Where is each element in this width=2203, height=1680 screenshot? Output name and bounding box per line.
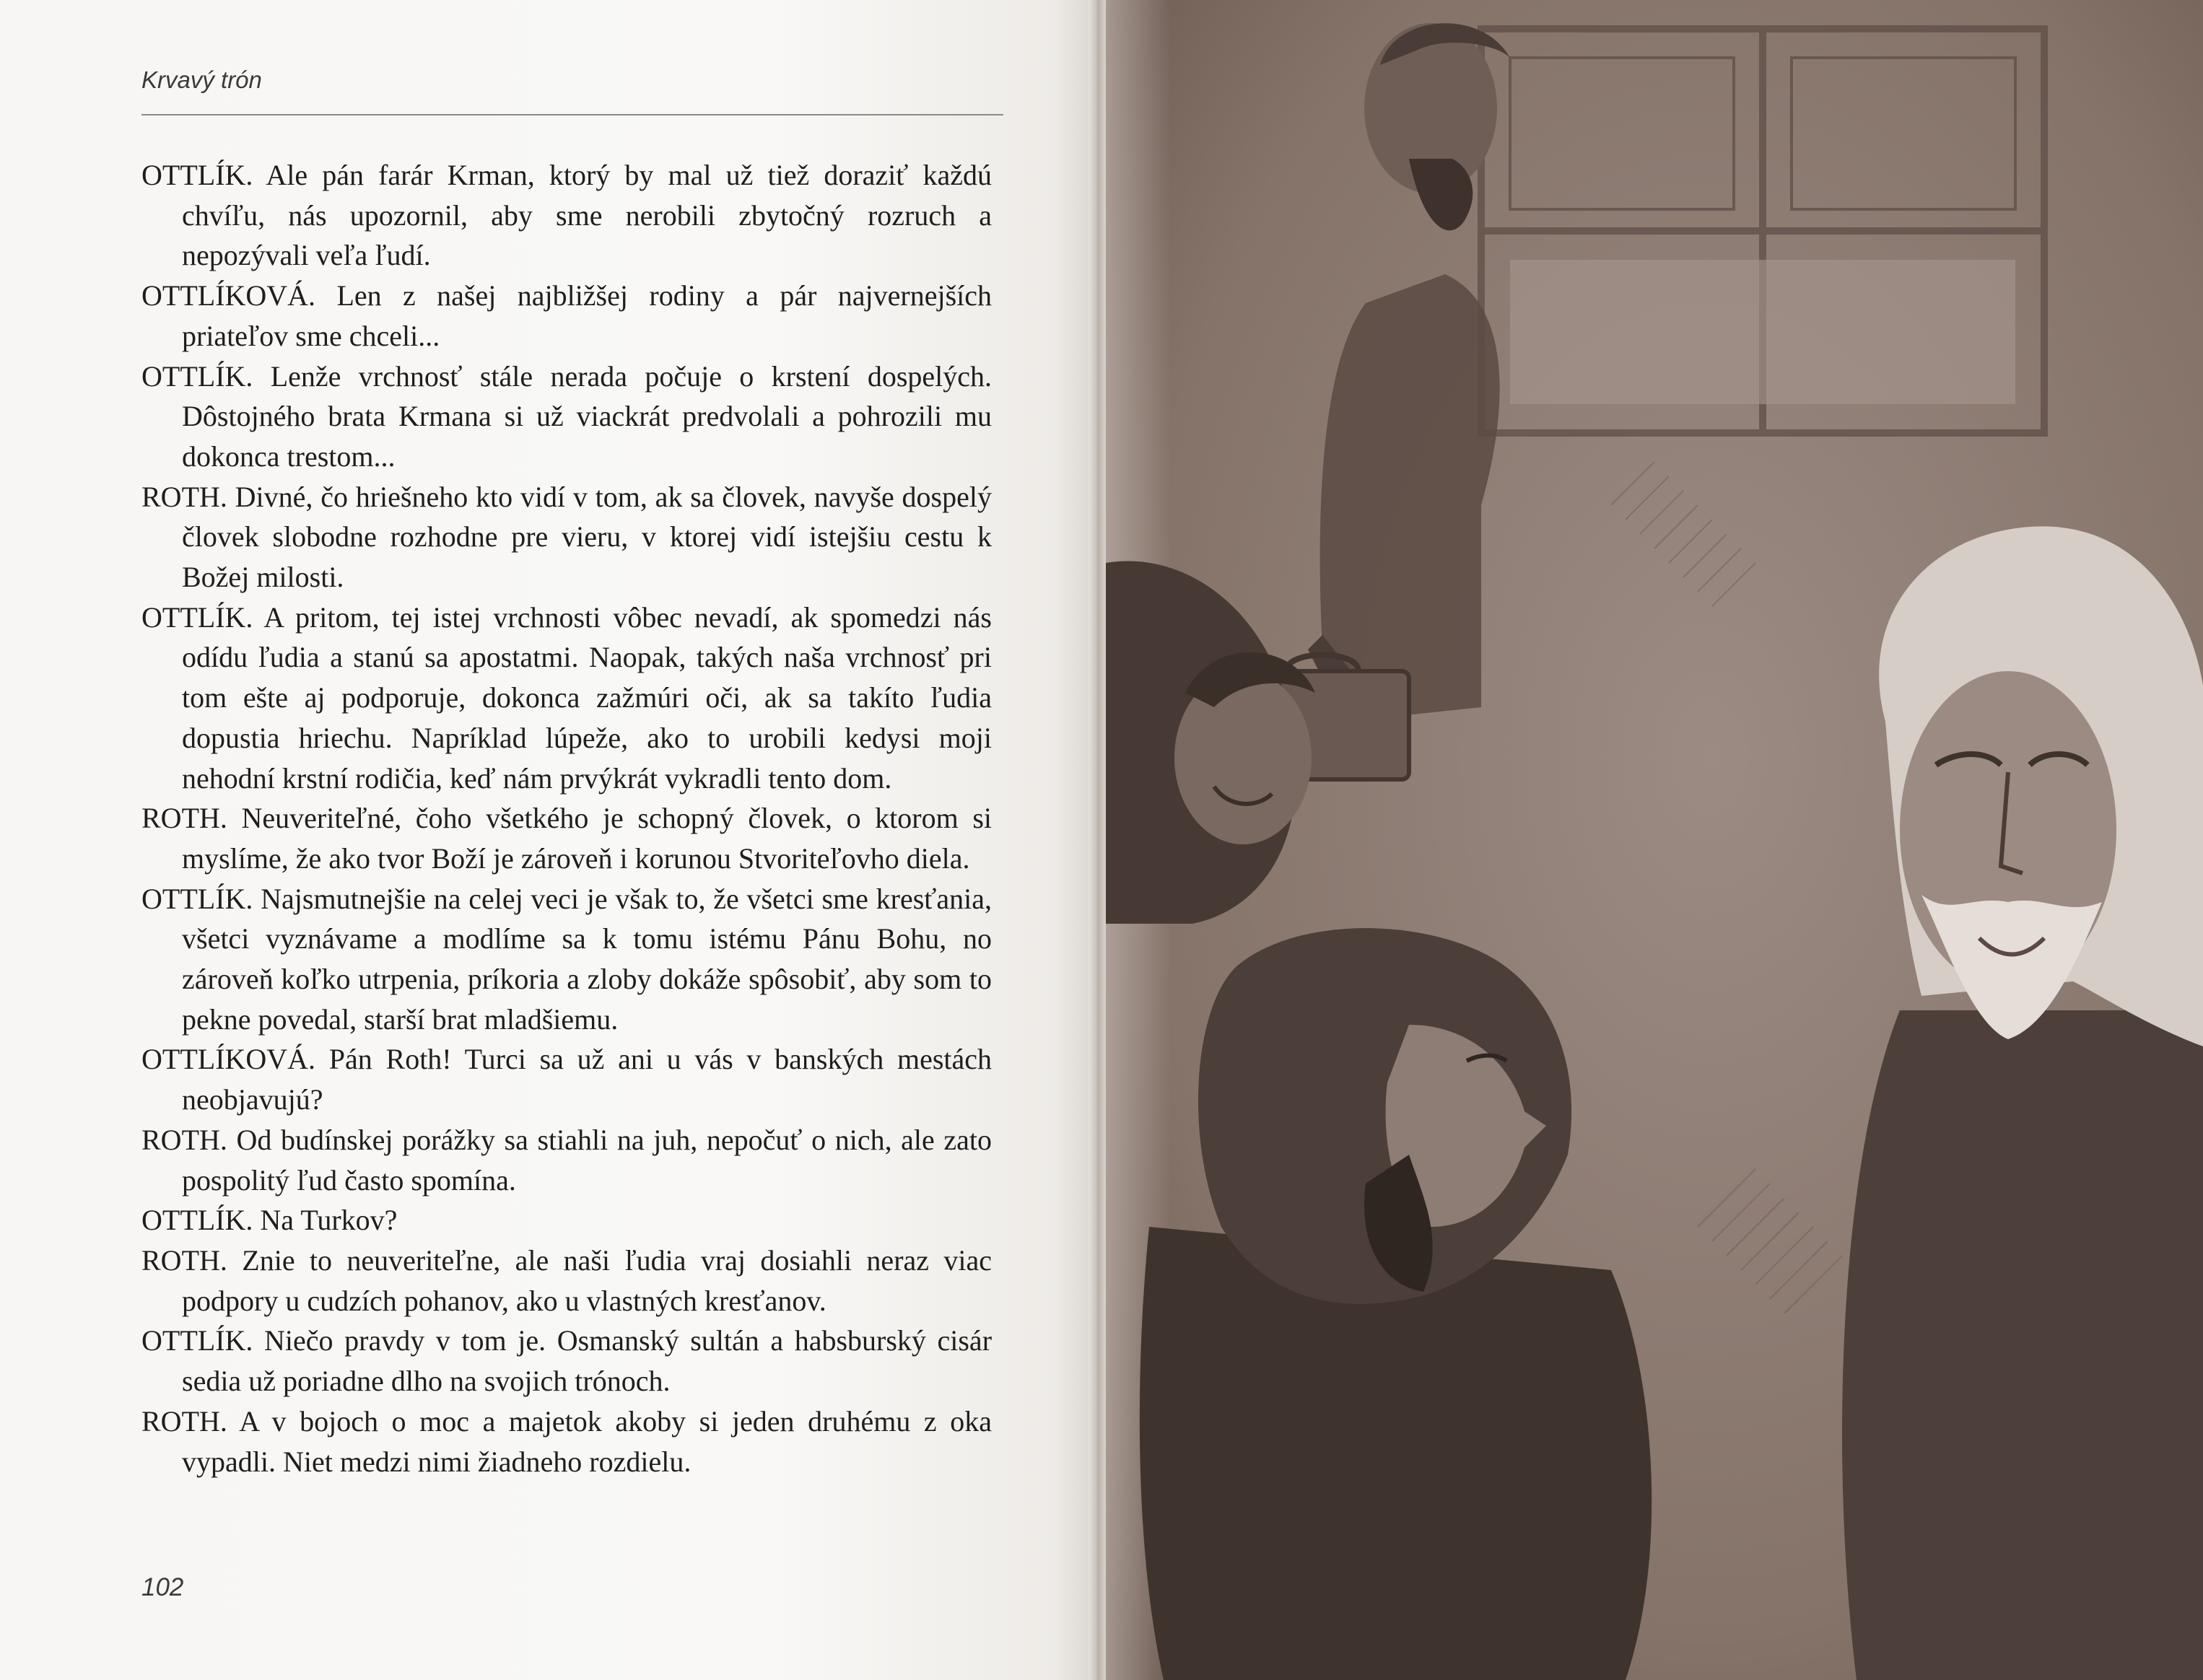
speaker-name: OTTLÍK.	[141, 882, 253, 915]
dialogue-paragraph	[141, 1321, 992, 1401]
dialogue-paragraph	[141, 477, 992, 598]
speech-text: Lenže vrchnosť stále nerada počuje o krstení dospelých. Dôstojného brata Krmana si už viackrát predvolali a pohrozili mu dokonca trestom...	[182, 359, 993, 473]
speech-text: Divné, čo hriešneho kto vidí v tom, ak sa človek, navyše dospelý človek slobodne rozhodne pre vieru, v ktorej vidí istejšiu cestu k Božej milosti.	[182, 480, 992, 594]
dialogue-paragraph	[141, 356, 992, 477]
dialogue-paragraph	[141, 276, 992, 356]
running-head: Krvavý trón	[141, 66, 262, 93]
speaker-name: OTTLÍKOVÁ.	[141, 1043, 316, 1076]
speaker-name: OTTLÍK.	[141, 1324, 253, 1357]
dialogue-paragraph	[141, 155, 992, 276]
dialogue-paragraph	[141, 879, 992, 1040]
speaker-name: OTTLÍKOVÁ.	[141, 279, 316, 312]
speech-text: Len z našej najbližšej rodiny a pár najvernejších priateľov sme chceli...	[182, 279, 993, 352]
dialogue-paragraph	[141, 1200, 992, 1241]
sepia-illustration	[1106, 0, 2203, 1680]
speech-text: A pritom, tej istej vrchnosti vôbec nevadí, ak spomedzi nás odídu ľudia a stanú sa apostatmi. Naopak, takých naša vrchnosť pri tom ešte aj podporuje, dokonca zažmúri oči, ak sa takíto ľudia dopustia hriechu. Napríklad lúpeže, ako to urobili kedysi moji nehodní krstní rodičia, keď nám prvýkrát vykradli tento dom.	[182, 600, 992, 795]
speaker-name: ROTH.	[141, 1404, 227, 1438]
header-rule	[141, 114, 1003, 115]
dialogue-paragraph	[141, 598, 992, 799]
speaker-name: OTTLÍK.	[141, 600, 253, 634]
speaker-name: ROTH.	[141, 480, 227, 513]
speech-text: A v bojoch o moc a majetok akoby si jeden druhému z oka vypadli. Niet medzi nimi žiadneho rozdielu.	[182, 1404, 992, 1478]
dialogue-text	[141, 155, 992, 1482]
speech-text: Najsmutnejšie na celej veci je však to, že všetci sme kresťania, všetci vyznávame a modlíme sa k tomu istému Pánu Bohu, no zároveň koľko utrpenia, príkoria a zloby dokáže spôsobiť, aby som to pekne povedal, starší brat mladšiemu.	[182, 882, 993, 1036]
speech-text: Na Turkov?	[260, 1204, 398, 1237]
illustration-page	[1106, 0, 2203, 1680]
dialogue-paragraph	[141, 1039, 992, 1119]
speech-text: Neuveriteľné, čoho všetkého je schopný človek, o ktorom si myslíme, že ako tvor Boží je zároveň i korunou Stvoriteľovho diela.	[182, 802, 992, 875]
page-number: 102	[141, 1573, 184, 1601]
speaker-name: ROTH.	[141, 1243, 227, 1277]
speaker-name: ROTH.	[141, 802, 227, 835]
speaker-name: ROTH.	[141, 1123, 227, 1156]
speech-text: Pán Roth! Turci sa už ani u vás v banských mestách neobjavujú?	[182, 1043, 993, 1116]
window-light	[1510, 260, 2015, 404]
speech-text: Ale pán farár Krman, ktorý by mal už tiež doraziť každú chvíľu, nás upozornil, aby sme nerobili zbytočný rozruch a nepozývali veľa ľudí.	[182, 159, 992, 272]
dialogue-paragraph	[141, 798, 992, 878]
speech-text: Niečo pravdy v tom je. Osmanský sultán a habsburský cisár sedia už poriadne dlho na svojich trónoch.	[182, 1324, 993, 1398]
speaker-name: OTTLÍK.	[141, 359, 253, 393]
text-page	[0, 0, 1097, 1680]
dialogue-paragraph	[141, 1120, 992, 1200]
speech-text: Znie to neuveriteľne, ale naši ľudia vraj dosiahli neraz viac podpory u cudzích pohanov, ako u vlastných kresťanov.	[182, 1243, 993, 1317]
speaker-name: OTTLÍK.	[141, 1204, 253, 1237]
speech-text: Od budínskej porážky sa stiahli na juh, nepočuť o nich, ale zato pospolitý ľud často spomína.	[182, 1123, 993, 1196]
dialogue-paragraph	[141, 1241, 992, 1321]
dialogue-paragraph	[141, 1401, 992, 1482]
speaker-name: OTTLÍK.	[141, 159, 253, 191]
book-gutter	[1089, 0, 1106, 1680]
elder-figure	[1842, 526, 2203, 1680]
